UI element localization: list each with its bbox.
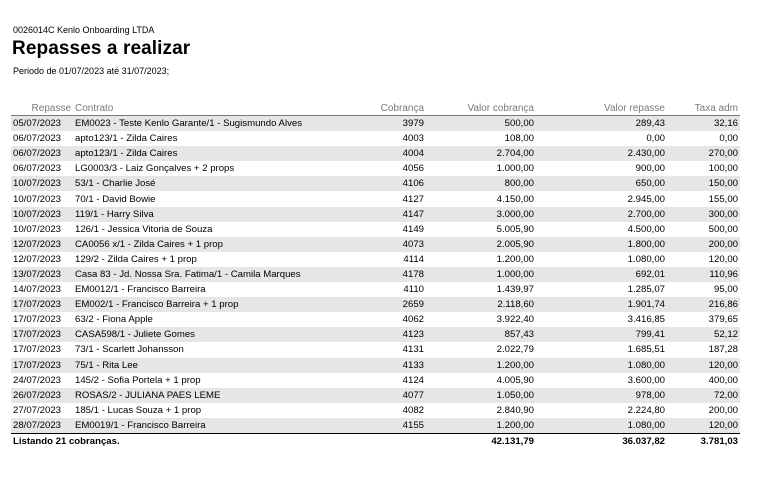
- cobranca-cell: 4110: [403, 284, 424, 296]
- valor-repasse-cell: 1.685,51: [627, 344, 665, 356]
- repasse-date-cell: 17/07/2023: [13, 314, 62, 326]
- valor-cobranca-cell: 2.118,60: [426, 297, 536, 312]
- valor-cobranca-cell: 857,43: [426, 327, 536, 342]
- table-row: [11, 176, 740, 191]
- valor-repasse-cell: 1.285,07: [627, 284, 665, 296]
- cobranca-cell: 4127: [402, 193, 424, 205]
- contrato-cell: LG0003/3 - Laiz Gonçalves + 2 props: [75, 163, 235, 175]
- valor-cobranca-cell: 500,00: [426, 116, 536, 132]
- repasse-date-cell: 14/07/2023: [13, 284, 62, 296]
- contrato-cell: 75/1 - Rita Lee: [73, 358, 349, 373]
- contrato-cell: 119/1 - Harry Silva: [73, 207, 349, 222]
- repasse-date-cell: 17/07/2023: [11, 327, 73, 342]
- table-row: [11, 252, 740, 267]
- cobranca-cell: 4178: [349, 267, 426, 282]
- valor-repasse-cell: 1.080,00: [627, 253, 665, 265]
- cobranca-cell: 4056: [402, 163, 424, 175]
- repasse-date-cell: 10/07/2023: [13, 223, 62, 235]
- cobranca-cell: 2659: [349, 297, 426, 312]
- column-header-taxa-adm: Taxa adm: [667, 101, 740, 116]
- table-row: [11, 267, 740, 282]
- repasse-date-cell: 06/07/2023: [11, 146, 73, 161]
- valor-repasse-cell: 3.416,85: [627, 314, 665, 326]
- table-row: [11, 342, 740, 357]
- cobranca-cell: 4149: [402, 223, 424, 235]
- cobranca-cell: 4131: [402, 344, 424, 356]
- table-row: [11, 327, 740, 342]
- taxa-adm-cell: 300,00: [667, 207, 740, 222]
- repasse-date-cell: 10/07/2023: [11, 176, 73, 191]
- contrato-cell: EM0019/1 - Francisco Barreira: [73, 418, 349, 434]
- contrato-cell: ROSAS/2 - JULIANA PAES LEME: [73, 388, 349, 403]
- valor-repasse-cell: 3.600,00: [627, 374, 665, 386]
- contrato-cell: apto123/1 - Zilda Caires: [73, 146, 349, 161]
- table-row: [11, 146, 740, 161]
- valor-repasse-cell: 692,01: [536, 267, 667, 282]
- contrato-cell: Casa 83 - Jd. Nossa Sra. Fatima/1 - Camila Marques: [73, 267, 349, 282]
- contrato-cell: EM0023 - Teste Kenlo Garante/1 - Sugismundo Alves: [73, 116, 349, 132]
- valor-cobranca-cell: 2.840,90: [496, 404, 534, 416]
- cobranca-cell: 4106: [349, 176, 426, 191]
- repasse-date-cell: 17/07/2023: [13, 344, 62, 356]
- table-row: [11, 297, 740, 312]
- valor-cobranca-cell: 3.922,40: [496, 314, 534, 326]
- taxa-adm-cell: 187,28: [708, 344, 738, 356]
- valor-cobranca-cell: 1.050,00: [426, 388, 536, 403]
- cobranca-cell: 4124: [402, 374, 424, 386]
- valor-cobranca-cell: 1.200,00: [426, 418, 536, 434]
- repasse-date-cell: 13/07/2023: [11, 267, 73, 282]
- valor-cobranca-cell: 1.200,00: [496, 253, 534, 265]
- contrato-cell: EM002/1 - Francisco Barreira + 1 prop: [73, 297, 349, 312]
- repasse-date-cell: 10/07/2023: [11, 207, 73, 222]
- valor-repasse-cell: 1.080,00: [536, 418, 667, 434]
- repasse-date-cell: 24/07/2023: [13, 374, 62, 386]
- table-row: [11, 312, 740, 327]
- table-row: [11, 222, 740, 237]
- contrato-cell: 63/2 - Fiona Apple: [75, 314, 153, 326]
- contrato-cell: 70/1 - David Bowie: [75, 193, 156, 205]
- table-row: [11, 161, 740, 176]
- table-row: [11, 237, 740, 252]
- contrato-cell: 129/2 - Zilda Caires + 1 prop: [75, 253, 197, 265]
- cobranca-cell: 3979: [349, 116, 426, 132]
- repasse-date-cell: 10/07/2023: [13, 193, 62, 205]
- valor-cobranca-cell: 5.005,90: [496, 223, 534, 235]
- valor-repasse-cell: 799,41: [536, 327, 667, 342]
- contrato-cell: EM0012/1 - Francisco Barreira: [75, 284, 206, 296]
- valor-repasse-cell: 2.430,00: [536, 146, 667, 161]
- valor-cobranca-cell: 2.005,90: [426, 237, 536, 252]
- taxa-adm-cell: 200,00: [708, 404, 738, 416]
- taxa-adm-cell: 120,00: [667, 418, 740, 434]
- valor-repasse-cell: 1.800,00: [536, 237, 667, 252]
- table-row: [11, 207, 740, 222]
- taxa-adm-cell: 150,00: [667, 176, 740, 191]
- cobranca-cell: 4082: [402, 404, 424, 416]
- valor-repasse-cell: 978,00: [536, 388, 667, 403]
- column-header-cobranca: Cobrança: [349, 101, 426, 116]
- valor-repasse-cell: 1.901,74: [536, 297, 667, 312]
- cobranca-cell: 4073: [349, 237, 426, 252]
- column-header-repasse: Repasse: [11, 101, 73, 116]
- taxa-adm-cell: 500,00: [708, 223, 738, 235]
- cobranca-cell: 4003: [402, 133, 424, 145]
- repasse-date-cell: 06/07/2023: [13, 133, 62, 145]
- repasse-date-cell: 28/07/2023: [11, 418, 73, 434]
- contrato-cell: apto123/1 - Zilda Caires: [75, 133, 178, 145]
- valor-cobranca-cell: 3.000,00: [426, 207, 536, 222]
- repasse-date-cell: 05/07/2023: [11, 116, 73, 132]
- cobranca-cell: 4114: [403, 253, 424, 265]
- column-header-contrato: Contrato: [73, 101, 349, 116]
- cobranca-cell: 4133: [349, 358, 426, 373]
- valor-repasse-cell: 2.224,80: [627, 404, 665, 416]
- valor-repasse-cell: 2.945,00: [627, 193, 665, 205]
- contrato-cell: CA0056 x/1 - Zilda Caires + 1 prop: [73, 237, 349, 252]
- table-row: [11, 191, 740, 206]
- repasse-date-cell: 06/07/2023: [13, 163, 62, 175]
- table-row: [11, 388, 740, 403]
- contrato-cell: 126/1 - Jessica Vitoria de Souza: [75, 223, 213, 235]
- repasses-table: [11, 101, 740, 449]
- taxa-adm-cell: 110,96: [667, 267, 740, 282]
- table-header-row: [11, 101, 740, 116]
- valor-cobranca-cell: 1.000,00: [496, 163, 534, 175]
- listing-count: Listando 21 cobranças.: [11, 433, 426, 449]
- table-row: [11, 403, 740, 418]
- taxa-adm-cell: 379,65: [708, 314, 738, 326]
- repasse-date-cell: 26/07/2023: [11, 388, 73, 403]
- taxa-adm-cell: 95,00: [713, 284, 738, 296]
- taxa-adm-cell: 270,00: [667, 146, 740, 161]
- valor-cobranca-cell: 1.200,00: [426, 358, 536, 373]
- valor-repasse-cell: 289,43: [536, 116, 667, 132]
- repasse-date-cell: 12/07/2023: [11, 237, 73, 252]
- contrato-cell: 145/2 - Sofia Portela + 1 prop: [75, 374, 201, 386]
- taxa-adm-cell: 72,00: [667, 388, 740, 403]
- valor-cobranca-cell: 108,00: [504, 133, 534, 145]
- taxa-adm-cell: 120,00: [708, 253, 738, 265]
- valor-cobranca-cell: 2.022,79: [496, 344, 534, 356]
- report-period: Periodo de 01/07/2023 até 31/07/2023;: [13, 66, 170, 76]
- valor-cobranca-cell: 800,00: [426, 176, 536, 191]
- valor-repasse-cell: 4.500,00: [627, 223, 665, 235]
- table-footer-row: [11, 433, 740, 449]
- total-valor-cobranca: 42.131,79: [426, 433, 536, 449]
- total-valor-repasse: 36.037,82: [536, 433, 667, 449]
- total-taxa-adm: 3.781,03: [667, 433, 740, 449]
- valor-cobranca-cell: 1.000,00: [426, 267, 536, 282]
- valor-repasse-cell: 2.700,00: [536, 207, 667, 222]
- contrato-cell: CASA598/1 - Juliete Gomes: [73, 327, 349, 342]
- cobranca-cell: 4147: [349, 207, 426, 222]
- valor-repasse-cell: 1.080,00: [536, 358, 667, 373]
- contrato-cell: 73/1 - Scarlett Johansson: [75, 344, 184, 356]
- repasse-date-cell: 12/07/2023: [13, 253, 62, 265]
- cobranca-cell: 4123: [349, 327, 426, 342]
- column-header-valor-cobranca: Valor cobrança: [426, 101, 536, 116]
- table-row: [11, 418, 740, 434]
- contrato-cell: 185/1 - Lucas Souza + 1 prop: [75, 404, 202, 416]
- valor-cobranca-cell: 4.005,90: [496, 374, 534, 386]
- taxa-adm-cell: 120,00: [667, 358, 740, 373]
- table-row: [11, 116, 740, 132]
- table-row: [11, 358, 740, 373]
- taxa-adm-cell: 100,00: [708, 163, 738, 175]
- repasse-date-cell: 27/07/2023: [13, 404, 62, 416]
- taxa-adm-cell: 200,00: [667, 237, 740, 252]
- repasse-date-cell: 17/07/2023: [11, 297, 73, 312]
- valor-cobranca-cell: 1.439,97: [496, 284, 534, 296]
- valor-cobranca-cell: 4.150,00: [496, 193, 534, 205]
- taxa-adm-cell: 216,86: [667, 297, 740, 312]
- valor-repasse-cell: 650,00: [536, 176, 667, 191]
- taxa-adm-cell: 52,12: [667, 327, 740, 342]
- taxa-adm-cell: 155,00: [708, 193, 738, 205]
- valor-repasse-cell: 0,00: [646, 133, 665, 145]
- valor-cobranca-cell: 2.704,00: [426, 146, 536, 161]
- cobranca-cell: 4077: [349, 388, 426, 403]
- company-name: 0026014C Kenlo Onboarding LTDA: [13, 25, 155, 35]
- table-row: [11, 131, 740, 146]
- cobranca-cell: 4004: [349, 146, 426, 161]
- table-row: [11, 282, 740, 297]
- taxa-adm-cell: 0,00: [719, 133, 738, 145]
- valor-repasse-cell: 900,00: [635, 163, 665, 175]
- page-title: Repasses a realizar: [12, 38, 191, 59]
- taxa-adm-cell: 32,16: [667, 116, 740, 132]
- repasse-date-cell: 17/07/2023: [11, 358, 73, 373]
- column-header-valor-repasse: Valor repasse: [536, 101, 667, 116]
- cobranca-cell: 4155: [349, 418, 426, 434]
- taxa-adm-cell: 400,00: [708, 374, 738, 386]
- contrato-cell: 53/1 - Charlie José: [73, 176, 349, 191]
- table-row: [11, 373, 740, 388]
- cobranca-cell: 4062: [402, 314, 424, 326]
